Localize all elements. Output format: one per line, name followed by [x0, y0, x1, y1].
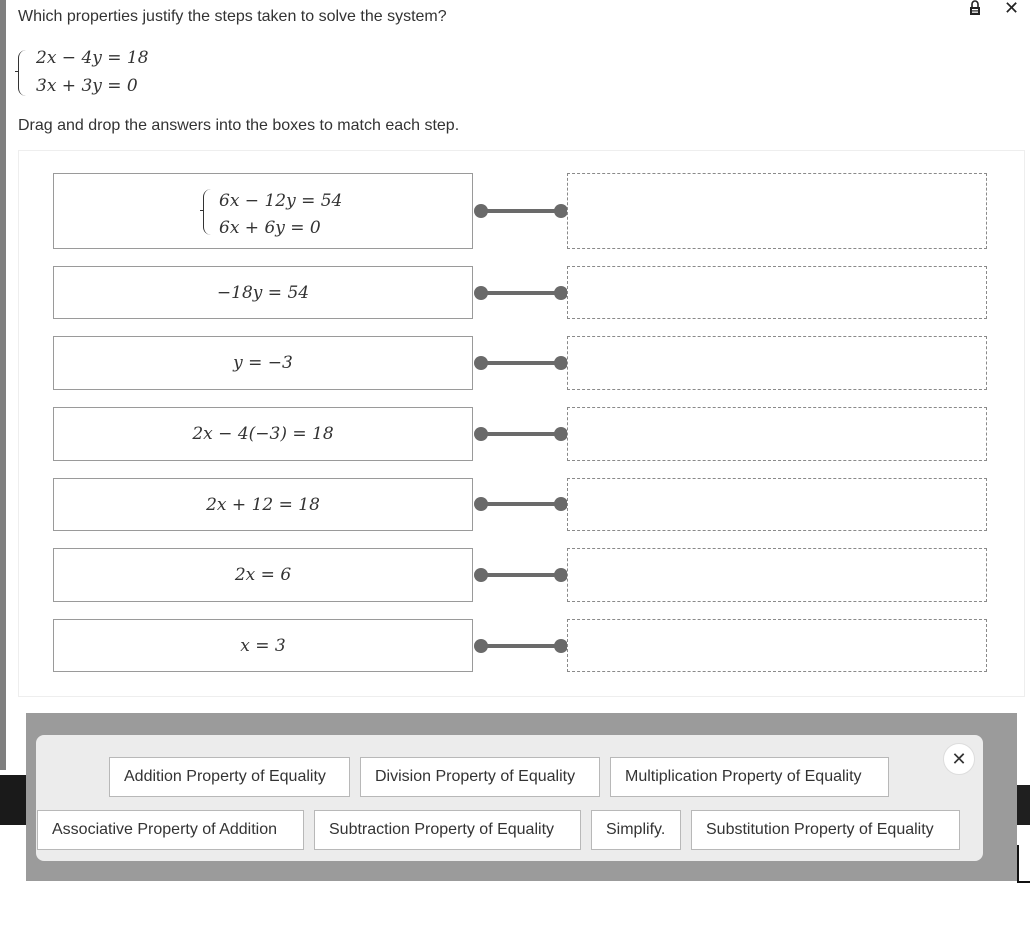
step-box: [53, 173, 473, 249]
brace-icon: [18, 50, 29, 96]
lock-icon[interactable]: [968, 0, 982, 16]
background-frame: [1017, 845, 1030, 883]
step-equation: y = −3: [233, 353, 293, 373]
close-icon: ✕: [951, 748, 967, 769]
brace-icon: [203, 189, 214, 235]
connector-line: [481, 502, 561, 506]
step-equation: 2x = 6: [234, 565, 292, 585]
step-equation: 2x − 4(−3) = 18: [192, 424, 334, 444]
answer-chip-division[interactable]: Division Property of Equality: [360, 757, 600, 797]
system-equation-2: 3x + 3y = 0: [36, 76, 138, 96]
step-box: [53, 478, 473, 531]
tray-pointer: [511, 683, 533, 694]
step-box: [53, 336, 473, 390]
close-icon[interactable]: ✕: [1004, 0, 1020, 18]
question-text: Which properties justify the steps taken to solve the system?: [18, 8, 447, 25]
step-box: [53, 548, 473, 602]
answer-chip-associative[interactable]: Associative Property of Addition: [37, 810, 304, 850]
drop-target[interactable]: [567, 336, 987, 390]
background-panel: [0, 775, 26, 825]
answer-chip-simplify[interactable]: Simplify.: [591, 810, 681, 850]
step-equation-line: 6x + 6y = 0: [219, 218, 321, 238]
step-equation-line: 6x − 12y = 54: [219, 191, 343, 211]
drop-target[interactable]: [567, 619, 987, 672]
step-equation: x = 3: [240, 635, 286, 656]
step-equation: −18y = 54: [216, 282, 310, 303]
drop-target[interactable]: [567, 548, 987, 602]
connector-line: [481, 644, 561, 648]
drop-target[interactable]: [567, 407, 987, 461]
tray-close-button[interactable]: [943, 743, 975, 775]
instruction-text: Drag and drop the answers into the boxes to match each step.: [18, 117, 460, 134]
connector-line: [481, 291, 561, 295]
drop-target[interactable]: [567, 173, 987, 249]
step-equation: 2x + 12 = 18: [206, 494, 320, 515]
step-box: [53, 407, 473, 461]
drop-target[interactable]: [567, 478, 987, 531]
connector-line: [481, 573, 561, 577]
step-box: [53, 266, 473, 319]
answer-chip-subtraction[interactable]: Subtraction Property of Equality: [314, 810, 581, 850]
step-box: [53, 619, 473, 672]
step-equation-system: [203, 183, 343, 239]
answer-chip-substitution[interactable]: Substitution Property of Equality: [691, 810, 960, 850]
connector-line: [481, 361, 561, 365]
connector-line: [481, 209, 561, 213]
system-equation-1: 2x − 4y = 18: [36, 48, 149, 68]
left-edge-bar: [0, 0, 6, 770]
answer-chip-multiplication[interactable]: Multiplication Property of Equality: [610, 757, 889, 797]
connector-line: [481, 432, 561, 436]
drop-target[interactable]: [567, 266, 987, 319]
answer-chip-addition[interactable]: Addition Property of Equality: [109, 757, 350, 797]
